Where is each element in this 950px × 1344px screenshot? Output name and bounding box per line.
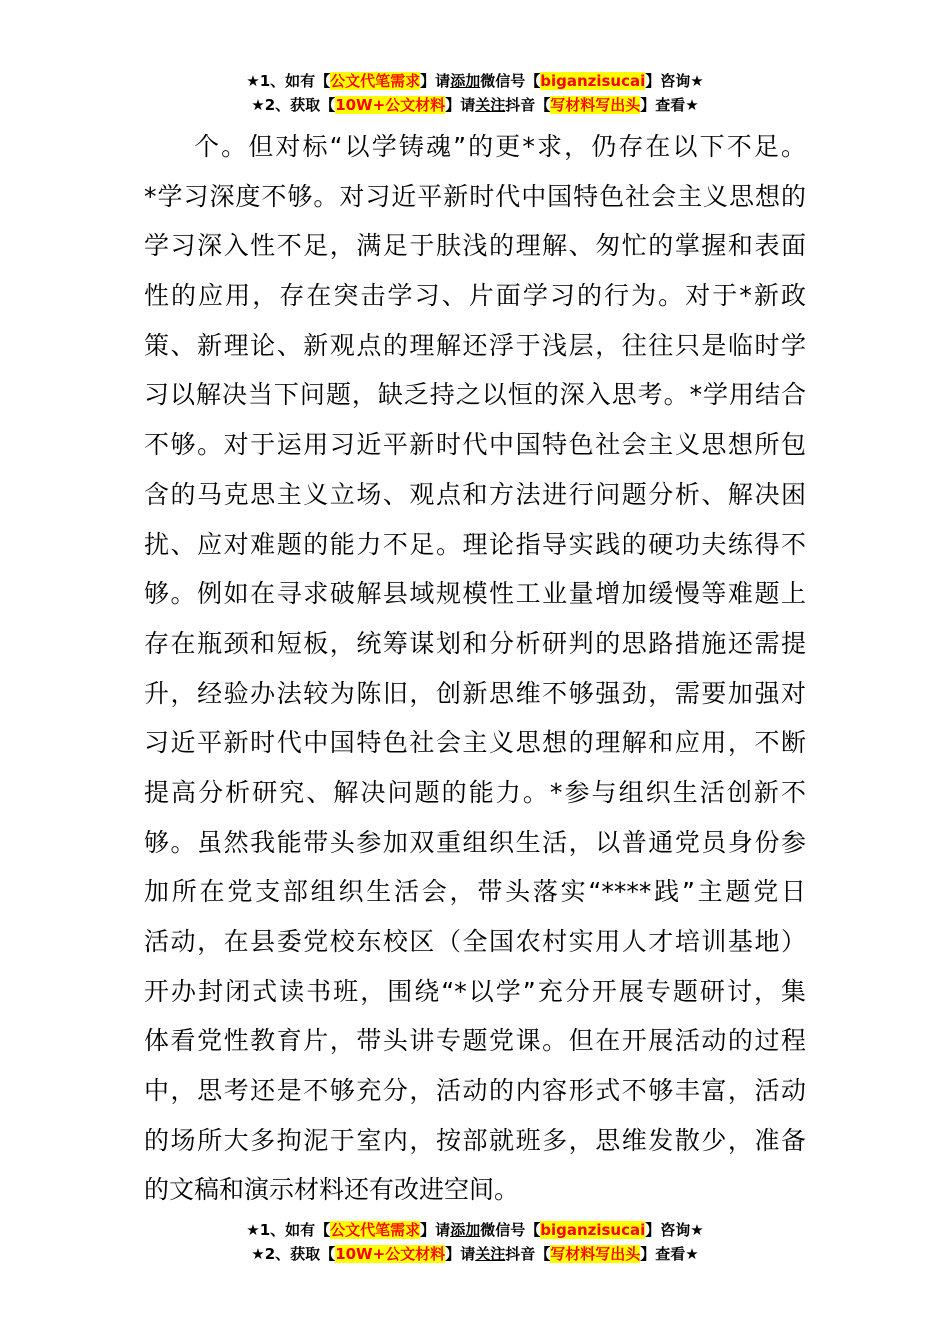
ad-highlight: 写材料写出头 bbox=[550, 1245, 641, 1263]
ad-text: ★2、获取【 bbox=[251, 1245, 336, 1263]
ad-text: 】请 bbox=[420, 72, 451, 90]
ad-text: 】咨询★ bbox=[645, 72, 704, 90]
body-line: 中，思考还是不够充分，活动的内容形式不够丰富，活动 bbox=[144, 1076, 806, 1106]
body-line: 习近平新时代中国特色社会主义思想的理解和应用，不断 bbox=[144, 728, 806, 758]
ad-text: 】咨询★ bbox=[645, 1221, 704, 1239]
ad-underline: 关注 bbox=[475, 1245, 506, 1263]
ad-underline: 添加 bbox=[450, 1221, 481, 1239]
ad-text: 抖音【 bbox=[505, 1245, 551, 1263]
body-line: 够。虽然我能带头参加双重组织生活，以普通党员身份参 bbox=[144, 827, 806, 857]
body-line: 含的马克思主义立场、观点和方法进行问题分析、解决困 bbox=[144, 479, 806, 509]
body-line: 升，经验办法较为陈旧，创新思维不够强劲，需要加强对 bbox=[144, 678, 806, 708]
ad-highlight: 10W+公文材料 bbox=[335, 1245, 446, 1263]
body-line: 够。例如在寻求破解县域规模性工业量增加缓慢等难题上 bbox=[144, 579, 806, 609]
ad-highlight: 写材料写出头 bbox=[550, 96, 641, 114]
body-line: 不够。对于运用习近平新时代中国特色社会主义思想所包 bbox=[144, 430, 806, 460]
ad-text: ★2、获取【 bbox=[251, 96, 336, 114]
ad-text: 微信号【 bbox=[480, 1221, 541, 1239]
ad-text: 】请 bbox=[420, 1221, 451, 1239]
body-line: 存在瓶颈和短板，统筹谋划和分析研判的思路措施还需提 bbox=[144, 628, 806, 658]
ad-text: ★1、如有【 bbox=[246, 72, 331, 90]
ad-highlight: biganzisucai bbox=[540, 72, 646, 90]
ad-text: 】查看★ bbox=[640, 96, 699, 114]
body-line: 学习深入性不足，满足于肤浅的理解、匆忙的掌握和表面 bbox=[144, 231, 806, 261]
body-line: 性的应用，存在突击学习、片面学习的行为。对于*新政 bbox=[144, 281, 806, 311]
header-ad-line-1 bbox=[0, 70, 950, 92]
ad-text: 微信号【 bbox=[480, 72, 541, 90]
document-body bbox=[144, 122, 806, 1215]
header-ad-line-2 bbox=[0, 94, 950, 116]
ad-text: ★1、如有【 bbox=[246, 1221, 331, 1239]
body-line: 策、新理论、新观点的理解还浮于浅层，往往只是临时学 bbox=[144, 330, 806, 360]
body-line: 提高分析研究、解决问题的能力。*参与组织生活创新不 bbox=[144, 777, 806, 807]
body-line: 个。但对标“以学铸魂”的更*求，仍存在以下不足。 bbox=[194, 132, 806, 161]
ad-underline: 添加 bbox=[450, 72, 481, 90]
body-line: 活动，在县委党校东校区（全国农村实用人才培训基地） bbox=[144, 927, 806, 956]
body-line: 习以解决当下问题，缺乏持之以恒的深入思考。*学用结合 bbox=[144, 380, 806, 410]
ad-text: 】查看★ bbox=[640, 1245, 699, 1263]
ad-text: 抖音【 bbox=[505, 96, 551, 114]
ad-highlight: 10W+公文材料 bbox=[335, 96, 446, 114]
ad-text: 】请 bbox=[445, 1245, 476, 1263]
ad-underline: 关注 bbox=[475, 96, 506, 114]
body-line: 的文稿和演示材料还有改进空间。 bbox=[144, 1175, 520, 1205]
body-line: 体看党性教育片，带头讲专题党课。但在开展活动的过程 bbox=[144, 1026, 806, 1056]
ad-highlight: 公文代笔需求 bbox=[330, 72, 421, 90]
body-line: 的场所大多拘泥于室内，按部就班多，思维发散少，准备 bbox=[144, 1125, 806, 1155]
ad-highlight: biganzisucai bbox=[540, 1221, 646, 1239]
footer-ad-line-2 bbox=[0, 1243, 950, 1265]
ad-highlight: 公文代笔需求 bbox=[330, 1221, 421, 1239]
ad-text: 】请 bbox=[445, 96, 476, 114]
body-line: *学习深度不够。对习近平新时代中国特色社会主义思想的 bbox=[144, 181, 806, 211]
body-line: 开办封闭式读书班，围绕“*以学”充分开展专题研讨，集 bbox=[144, 976, 806, 1006]
body-line: 加所在党支部组织生活会，带头落实“****践”主题党日 bbox=[144, 877, 806, 907]
footer-ad-line-1 bbox=[0, 1219, 950, 1241]
body-line: 扰、应对难题的能力不足。理论指导实践的硬功夫练得不 bbox=[144, 529, 806, 559]
